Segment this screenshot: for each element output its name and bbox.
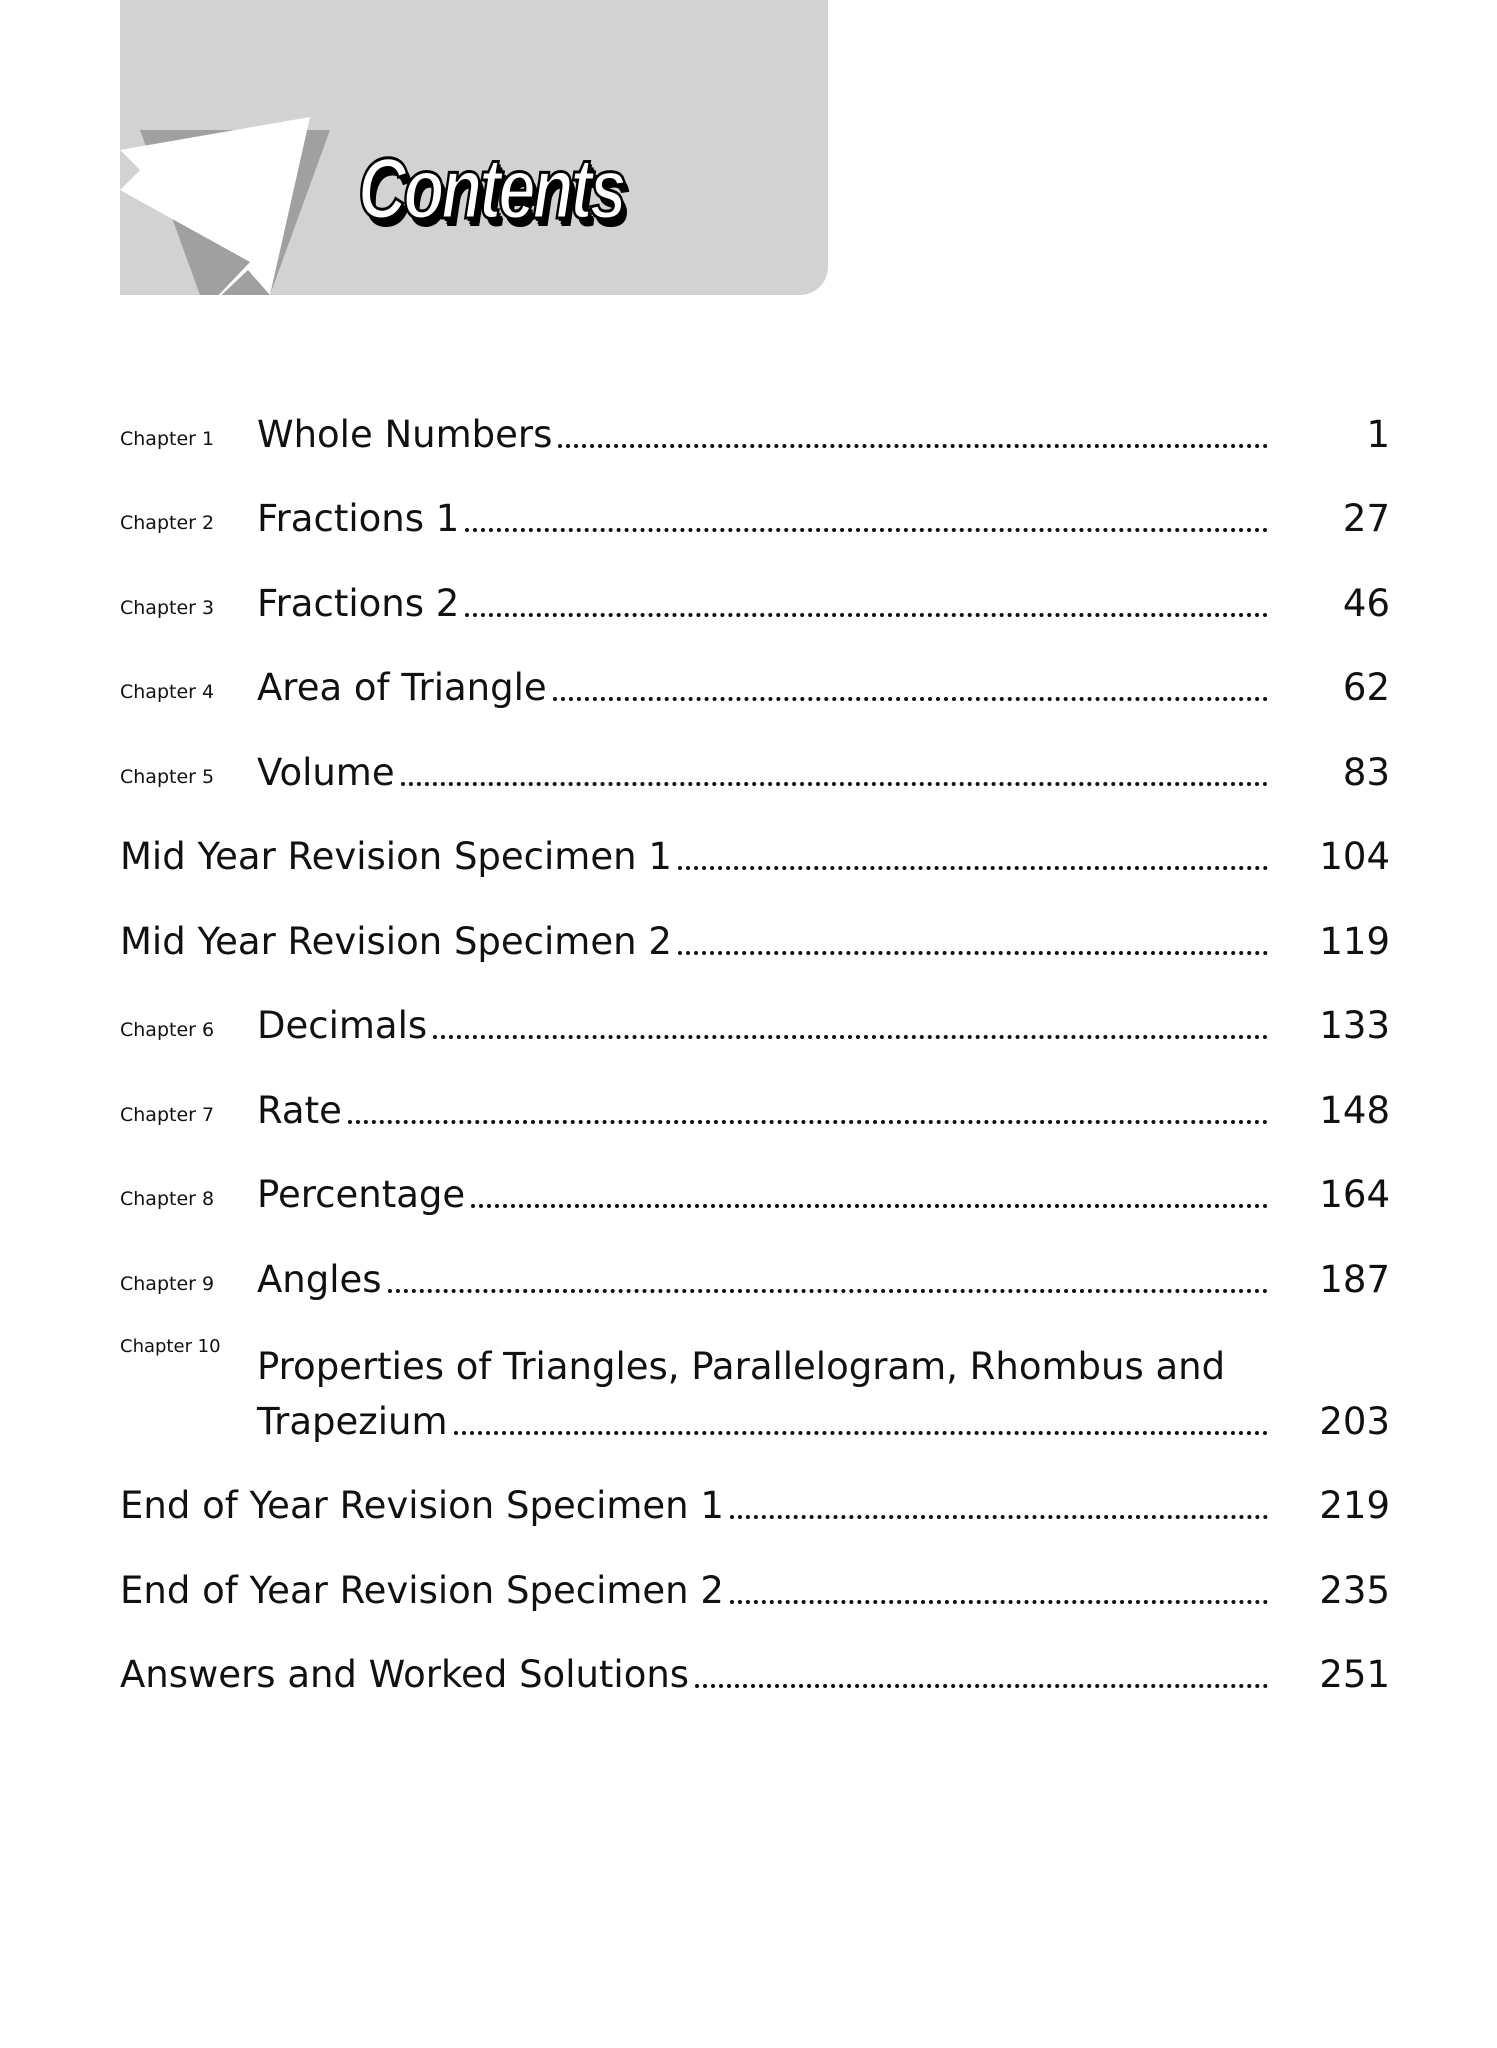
page-number: 46 xyxy=(1342,581,1390,625)
entry-title-line1: Properties of Triangles, Parallelogram, Rhombus and xyxy=(257,1344,1226,1388)
entry-title: Fractions 2 xyxy=(257,581,460,625)
chapter-label: Chapter 8 xyxy=(120,1188,215,1210)
page-number: 83 xyxy=(1342,750,1390,794)
toc-entry[interactable] xyxy=(120,710,1390,795)
page-number: 148 xyxy=(1319,1088,1390,1132)
dot-leader xyxy=(388,1289,1268,1293)
table-of-contents xyxy=(120,372,1390,1697)
page-number: 62 xyxy=(1342,666,1390,709)
entry-title: Mid Year Revision Specimen 1 xyxy=(120,835,672,878)
chapter-label: Chapter 10 xyxy=(120,1335,221,1357)
chapter-label: Chapter 2 xyxy=(120,512,215,534)
page-number: 235 xyxy=(1319,1568,1390,1612)
entry-title: Mid Year Revision Specimen 2 xyxy=(120,919,672,963)
dot-leader xyxy=(730,1515,1268,1519)
toc-entry[interactable] xyxy=(120,372,1390,457)
chapter-label: Chapter 9 xyxy=(120,1272,215,1295)
entry-title: End of Year Revision Specimen 2 xyxy=(120,1568,724,1612)
toc-entry[interactable] xyxy=(120,1302,1390,1444)
entry-title: Angles xyxy=(257,1257,382,1301)
dot-leader xyxy=(558,444,1268,448)
page-number: 203 xyxy=(1319,1399,1390,1443)
entry-title-line2: Trapezium xyxy=(257,1399,448,1443)
toc-entry[interactable] xyxy=(120,626,1390,711)
toc-entry[interactable] xyxy=(120,1217,1390,1302)
dot-leader xyxy=(465,528,1268,532)
entry-title: Whole Numbers xyxy=(257,412,553,456)
page-number: 251 xyxy=(1319,1653,1390,1696)
entry-title: Volume xyxy=(257,750,395,794)
page-number: 164 xyxy=(1319,1173,1390,1216)
page-number: 119 xyxy=(1319,919,1390,963)
dot-leader xyxy=(730,1600,1268,1604)
dot-leader xyxy=(471,1204,1268,1208)
toc-entry[interactable] xyxy=(120,795,1390,880)
chapter-label: Chapter 5 xyxy=(120,765,215,788)
dot-leader xyxy=(553,697,1268,701)
chapter-label: Chapter 6 xyxy=(120,1019,215,1041)
toc-entry[interactable] xyxy=(120,1528,1390,1613)
chapter-label: Chapter 7 xyxy=(120,1103,215,1126)
dot-leader xyxy=(348,1120,1268,1124)
toc-entry[interactable] xyxy=(120,1133,1390,1218)
entry-title: Decimals xyxy=(257,1004,428,1047)
chapter-label: Chapter 3 xyxy=(120,596,215,619)
dot-leader xyxy=(454,1431,1269,1435)
entry-title: End of Year Revision Specimen 1 xyxy=(120,1484,724,1527)
page-number: 133 xyxy=(1319,1004,1390,1047)
entry-title: Answers and Worked Solutions xyxy=(120,1653,690,1696)
toc-entry[interactable] xyxy=(120,964,1390,1049)
entry-title: Rate xyxy=(257,1088,342,1132)
page-number: 27 xyxy=(1342,497,1390,540)
page-number: 104 xyxy=(1319,835,1390,878)
page-number: 219 xyxy=(1319,1484,1390,1527)
toc-entry[interactable] xyxy=(120,1048,1390,1133)
toc-entry[interactable] xyxy=(120,541,1390,626)
toc-entry[interactable] xyxy=(120,1444,1390,1529)
dot-leader xyxy=(401,782,1268,786)
chapter-label: Chapter 1 xyxy=(120,427,215,450)
page-title: Contents xyxy=(358,141,624,237)
dot-leader xyxy=(695,1684,1268,1688)
page-number: 187 xyxy=(1319,1257,1390,1301)
entry-title: Fractions 1 xyxy=(257,497,460,540)
entry-title: Percentage xyxy=(257,1173,466,1216)
dot-leader xyxy=(465,613,1268,617)
page-number: 1 xyxy=(1366,412,1390,456)
dot-leader xyxy=(678,866,1268,870)
toc-entry[interactable] xyxy=(120,457,1390,542)
dot-leader xyxy=(433,1035,1268,1039)
entry-title: Area of Triangle xyxy=(257,666,547,709)
toc-entry[interactable] xyxy=(120,879,1390,964)
toc-entry[interactable] xyxy=(120,1613,1390,1698)
dot-leader xyxy=(678,951,1268,955)
chapter-label: Chapter 4 xyxy=(120,681,215,703)
